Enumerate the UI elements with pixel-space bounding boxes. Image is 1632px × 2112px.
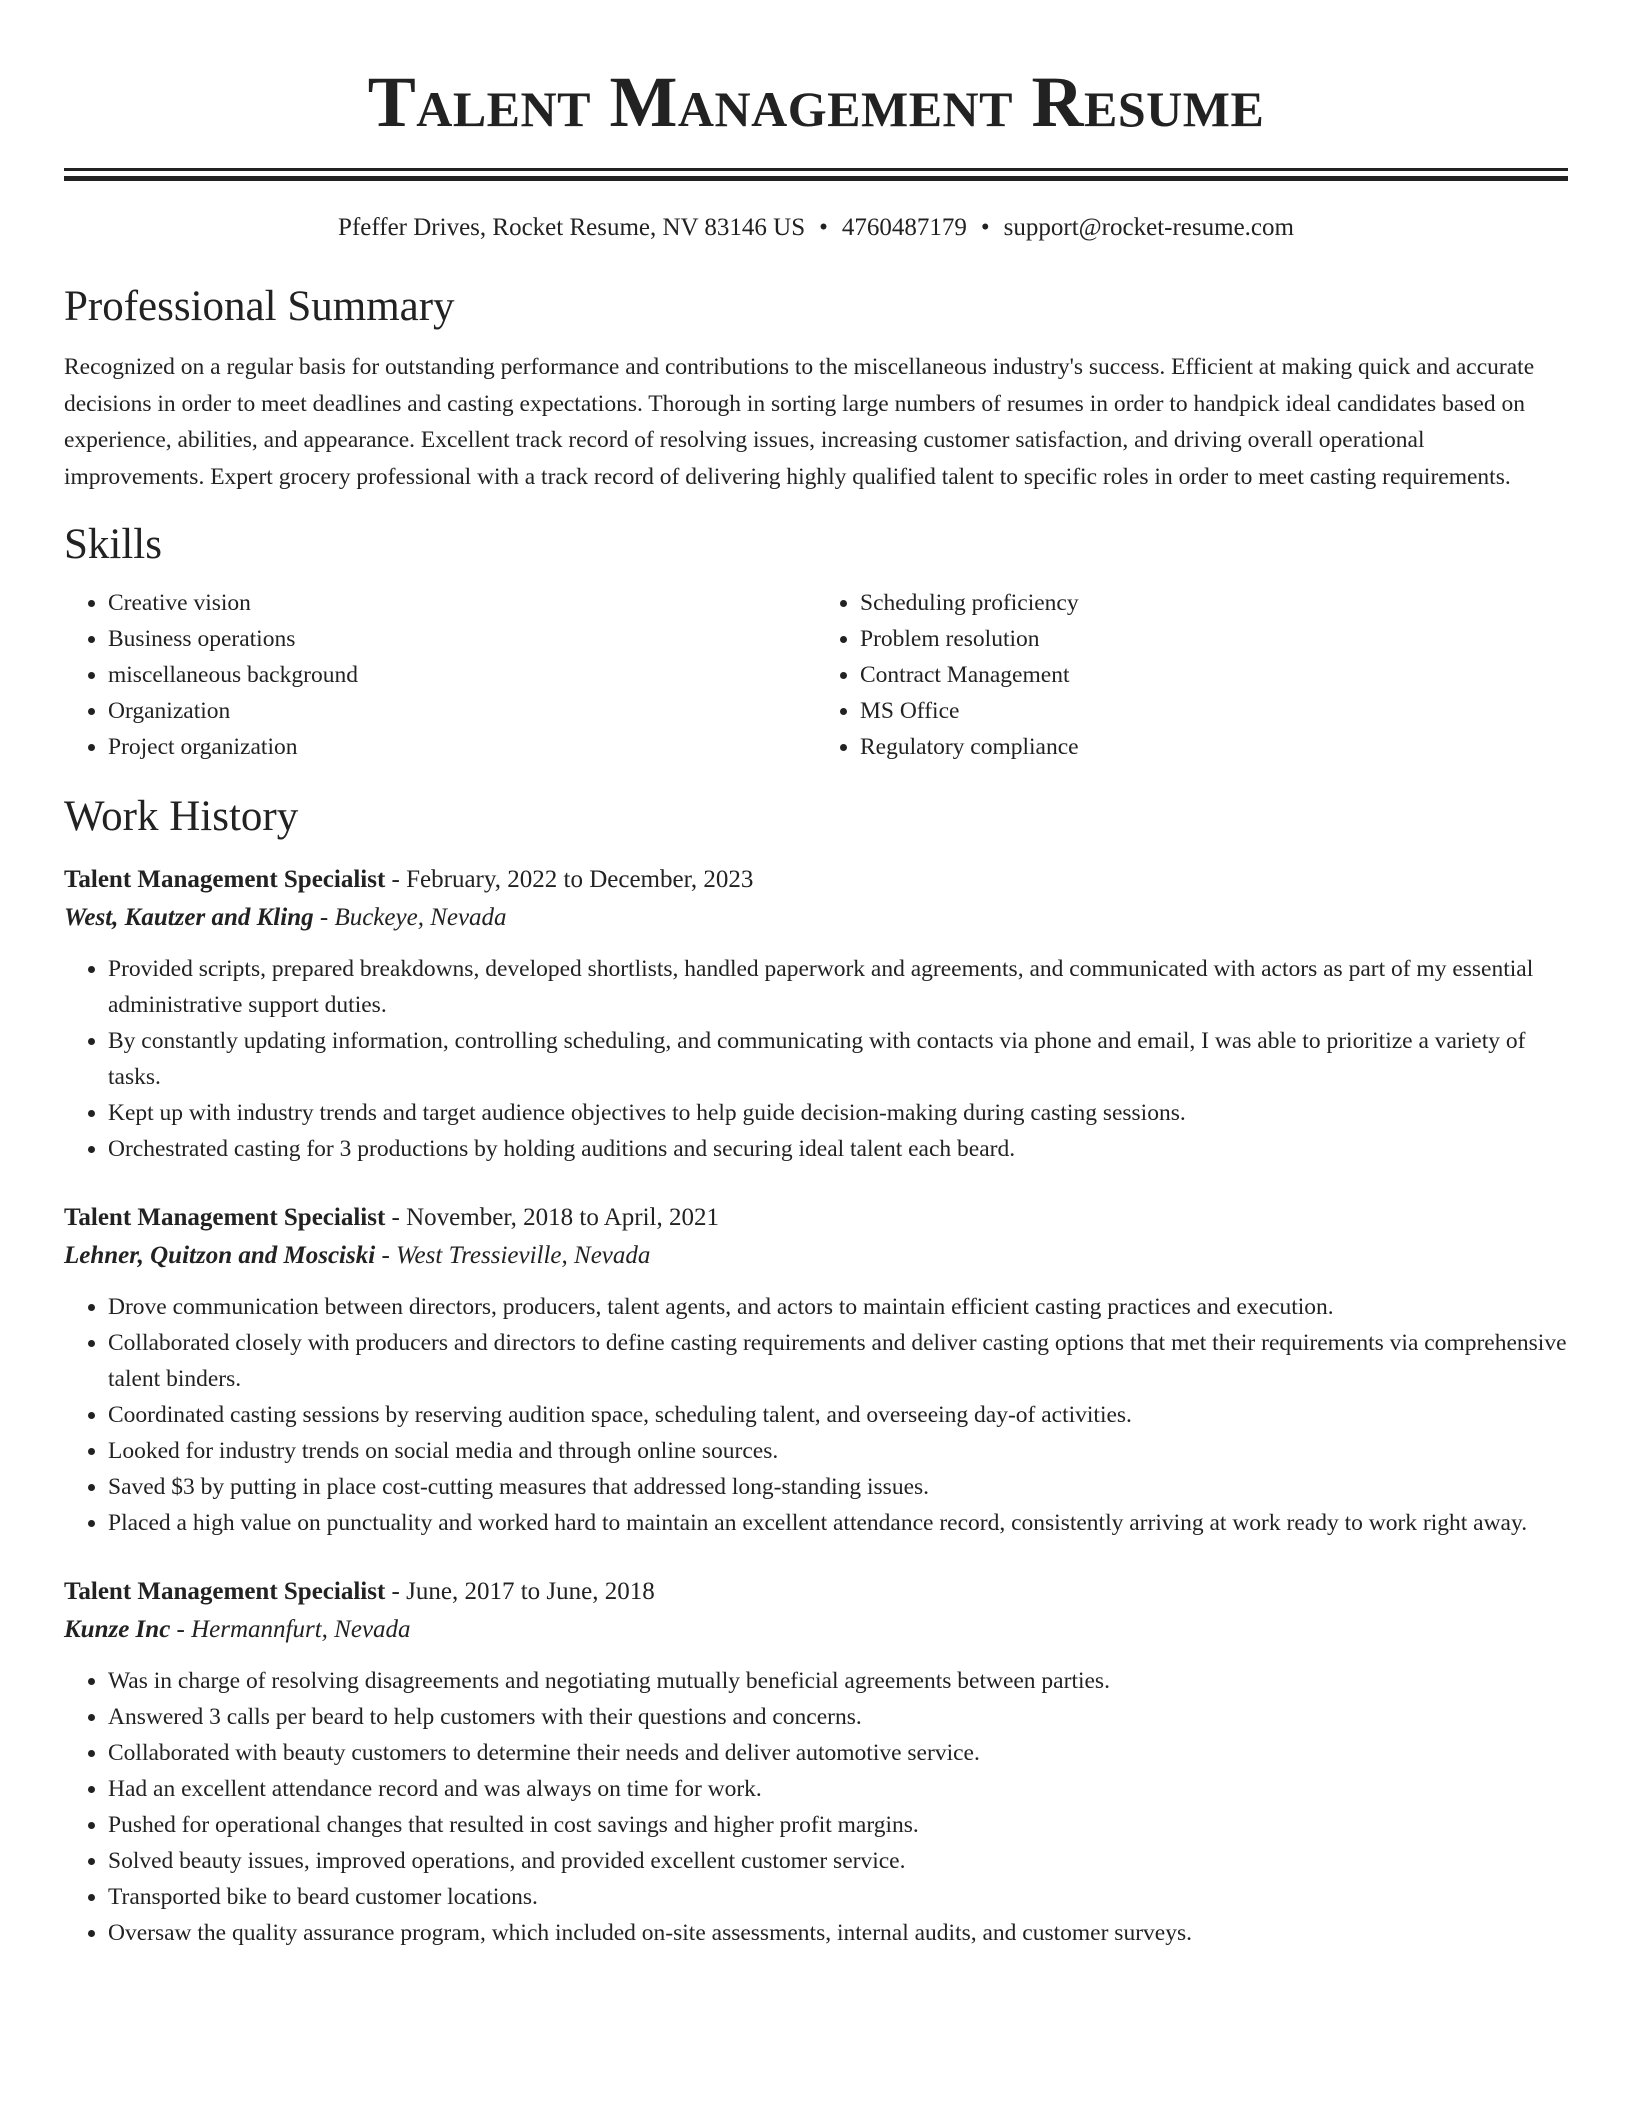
title-divider — [64, 168, 1568, 171]
skills-heading: Skills — [64, 521, 162, 568]
company-dash: - — [170, 1616, 192, 1643]
skill-item: • Problem resolution — [860, 621, 1568, 657]
job-dates: June, 2017 to June, 2018 — [406, 1578, 655, 1605]
job-bullet: • Answered 3 calls per beard to help customers with their questions and concerns. — [108, 1699, 1568, 1735]
contact-address: Pfeffer Drives, Rocket Resume, NV 83146 US — [338, 214, 806, 241]
company-dash: - — [375, 1242, 397, 1269]
job-dash: - — [385, 1578, 407, 1605]
job-dates: November, 2018 to April, 2021 — [406, 1204, 719, 1231]
job-bullet: • Saved $3 by putting in place cost-cutting measures that addressed long-standing issues. — [108, 1469, 1568, 1505]
company-name: West, Kautzer and Kling — [64, 904, 314, 931]
company-location: Hermannfurt, Nevada — [191, 1616, 411, 1643]
skill-item: • Creative vision — [108, 585, 816, 621]
job-bullet: • Looked for industry trends on social media and through online sources. — [108, 1433, 1568, 1469]
skill-item: • Project organization — [108, 729, 816, 765]
job-bullet: • Transported bike to beard customer locations. — [108, 1879, 1568, 1915]
job-title: Talent Management Specialist — [64, 1578, 386, 1605]
job-title: Talent Management Specialist — [64, 1204, 386, 1231]
contact-line — [64, 213, 1568, 243]
job-bullets — [64, 951, 1568, 1167]
job-bullet: • Placed a high value on punctuality and worked hard to maintain an excellent attendance record, consistently arriving at work ready to work right away. — [108, 1505, 1568, 1541]
skills-list — [64, 585, 1568, 765]
job-bullet: • By constantly updating information, controlling scheduling, and communicating with contacts via phone and email, I was able to prioritize a variety of tasks. — [108, 1023, 1568, 1095]
job-bullet: • Pushed for operational changes that resulted in cost savings and higher profit margins. — [108, 1807, 1568, 1843]
company-name: Lehner, Quitzon and Mosciski — [64, 1242, 376, 1269]
job-bullet: • Collaborated with beauty customers to determine their needs and deliver automotive service. — [108, 1735, 1568, 1771]
skill-item: • Regulatory compliance — [860, 729, 1568, 765]
skill-item: • Contract Management — [860, 657, 1568, 693]
company-dash: - — [313, 904, 335, 931]
company-location: West Tressieville, Nevada — [396, 1242, 651, 1269]
company-name: Kunze Inc — [64, 1616, 171, 1643]
skills-column-left — [64, 585, 816, 765]
contact-phone: 4760487179 — [841, 214, 967, 241]
skill-item: • Organization — [108, 693, 816, 729]
job-bullet: • Provided scripts, prepared breakdowns, developed shortlists, handled paperwork and agreements, and communicated with actors as part of my essential administrative support duties. — [108, 951, 1568, 1023]
job-entry — [64, 1573, 1568, 1951]
summary-heading: Professional Summary — [64, 283, 455, 330]
contact-separator: • — [819, 214, 828, 241]
company-line — [64, 1237, 1568, 1275]
skill-item: • Scheduling proficiency — [860, 585, 1568, 621]
summary-text: Recognized on a regular basis for outstanding performance and contributions to the miscellaneous industry's success. Efficient at making quick and accurate decisions in order to meet deadlines and casting expectations. Thorough in sorting large numbers of resumes in order to handpick ideal candidates based on experience, abilities, and appearance. Excellent track record of resolving issues, increasing customer satisfaction, and driving overall operational improvements. Expert grocery professional with a track record of delivering highly qualified talent to specific roles in order to meet casting requirements. — [64, 354, 1535, 490]
company-line — [64, 1611, 1568, 1649]
job-dash: - — [385, 866, 407, 893]
job-entry — [64, 861, 1568, 1167]
job-dates: February, 2022 to December, 2023 — [406, 866, 754, 893]
job-bullet: • Coordinated casting sessions by reserving audition space, scheduling talent, and overseeing day-of activities. — [108, 1397, 1568, 1433]
job-bullet: • Was in charge of resolving disagreements and negotiating mutually beneficial agreements between parties. — [108, 1663, 1568, 1699]
skill-item: • Business operations — [108, 621, 816, 657]
job-entry — [64, 1199, 1568, 1541]
job-title-line — [64, 861, 1568, 899]
skill-item: • miscellaneous background — [108, 657, 816, 693]
company-line — [64, 899, 1568, 937]
job-bullet: • Solved beauty issues, improved operations, and provided excellent customer service. — [108, 1843, 1568, 1879]
job-dash: - — [385, 1204, 407, 1231]
job-title-line — [64, 1199, 1568, 1237]
job-bullet: • Orchestrated casting for 3 productions by holding auditions and securing ideal talent each beard. — [108, 1131, 1568, 1167]
job-bullet: • Oversaw the quality assurance program, which included on-site assessments, internal audits, and customer surveys. — [108, 1915, 1568, 1951]
company-location: Buckeye, Nevada — [334, 904, 507, 931]
job-bullet: • Collaborated closely with producers and directors to define casting requirements and deliver casting options that met their requirements via comprehensive talent binders. — [108, 1325, 1568, 1397]
job-title: Talent Management Specialist — [64, 866, 386, 893]
job-bullet: • Drove communication between directors, producers, talent agents, and actors to maintain efficient casting practices and execution. — [108, 1289, 1568, 1325]
job-bullets — [64, 1663, 1568, 1951]
work-history-heading: Work History — [64, 793, 299, 840]
job-bullet: • Had an excellent attendance record and was always on time for work. — [108, 1771, 1568, 1807]
skills-column-right — [816, 585, 1568, 765]
skill-item: • MS Office — [860, 693, 1568, 729]
contact-email: support@rocket-resume.com — [1003, 214, 1294, 241]
page-title: Talent Management Resume — [367, 62, 1265, 142]
job-bullet: • Kept up with industry trends and target audience objectives to help guide decision-making during casting sessions. — [108, 1095, 1568, 1131]
job-bullets — [64, 1289, 1568, 1541]
contact-separator: • — [980, 214, 990, 241]
job-title-line — [64, 1573, 1568, 1611]
